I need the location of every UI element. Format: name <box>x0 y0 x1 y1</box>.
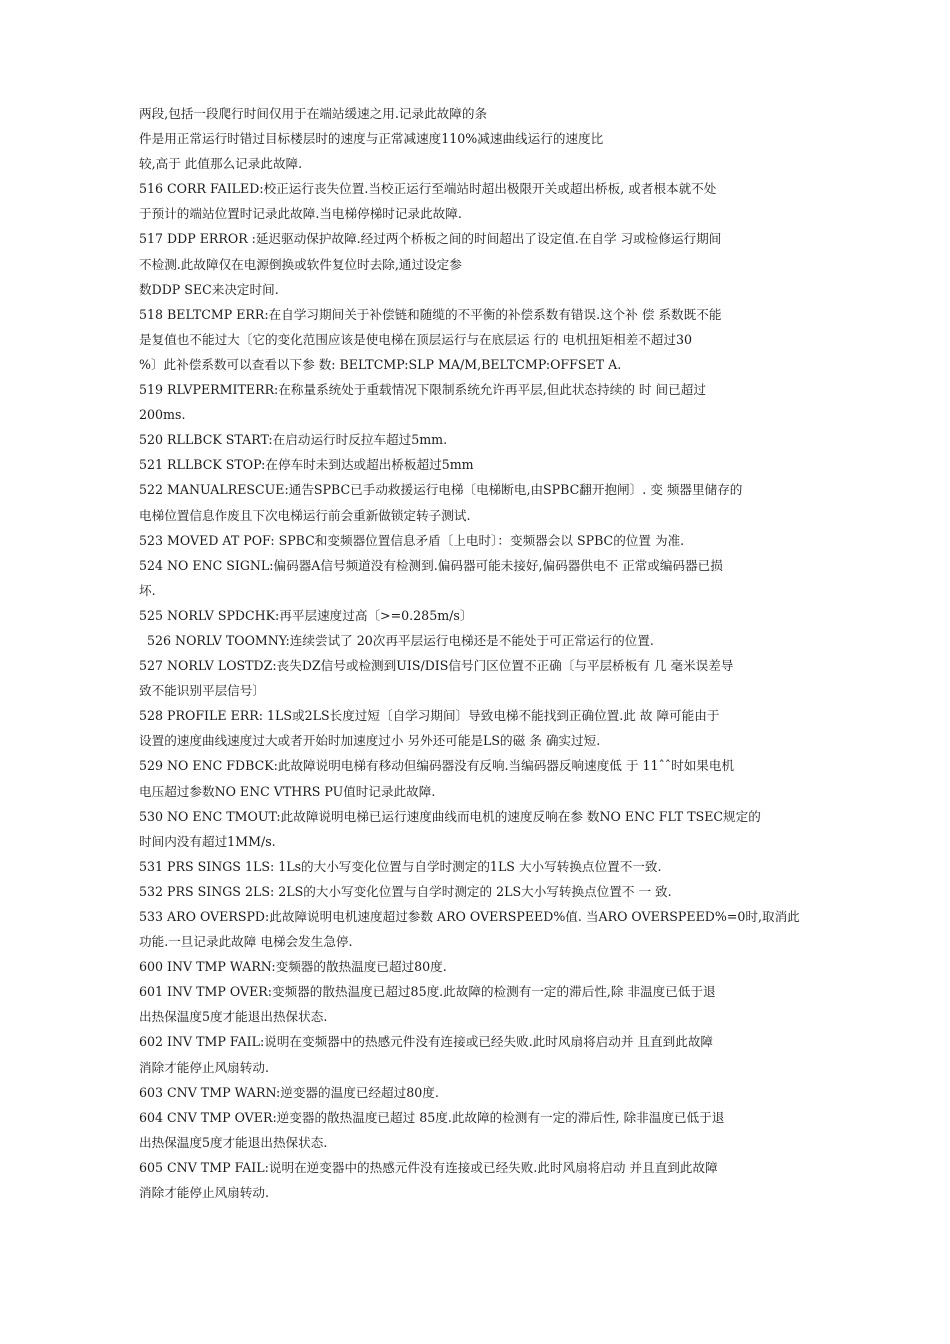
fault-521-line: 521 RLLBCK STOP:在停车时未到达或超出桥板超过5mm <box>139 457 474 473</box>
text-line: 数DDP SEC来决定时间. <box>139 281 279 297</box>
fault-530-line: 530 NO ENC TMOUT:此故障说明电梯已运行速度曲线而电机的速度反响在参 数NO ENC FLT TSEC规定的 <box>139 808 761 824</box>
fault-531-line: 531 PRS SINGS 1LS: 1Ls的大小写变化位置与自学时测定的1LS 大小写转换点位置不一致. <box>139 858 662 874</box>
fault-527-line: 527 NORLV LOSTDZ:丧失DZ信号或检测到UIS/DIS信号门区位置不正确〔与平层桥板有 几 毫米误差导 <box>139 658 734 674</box>
text-line: 200ms. <box>139 407 186 423</box>
fault-525-line: 525 NORLV SPDCHK:再平层速度过高〔>=0.285m/s〕 <box>139 607 473 623</box>
fault-600-line: 600 INV TMP WARN:变频器的散热温度已超过80度. <box>139 959 447 975</box>
text-line: 消除才能停止风扇转动. <box>139 1185 269 1201</box>
text-line: 坏. <box>139 582 156 598</box>
text-line: 设置的速度曲线速度过大或者开始时加速度过小 另外还可能是LS的磁 条 确实过短. <box>139 733 601 749</box>
text-line: 功能.一旦记录此故障 电梯会发生急停. <box>139 934 353 950</box>
text-line: 两段,包括一段爬行时间仅用于在端站缓速之用.记录此故障的条 <box>139 106 488 121</box>
fault-523-line: 523 MOVED AT POF: SPBC和变频器位置信息矛盾〔上电时〕：变频器会以 SPBC的位置 为准. <box>139 532 685 548</box>
text-line: 于预计的端站位置时记录此故障.当电梯停梯时记录此故障. <box>139 206 462 222</box>
fault-519-line: 519 RLVPERMITERR:在称量系统处于重载情况下限制系统允许再平层,但此状态持续的 时 间已超过 <box>139 382 706 398</box>
fault-603-line: 603 CNV TMP WARN:逆变器的温度已经超过80度. <box>139 1084 439 1100</box>
fault-522-line: 522 MANUALRESCUE:通告SPBC已手动救援运行电梯〔电梯断电,由SPBC翻开抱闸〕. 变 频器里储存的 <box>139 482 743 498</box>
text-line: 电梯位置信息作废且下次电梯运行前会重新做锁定转子测试. <box>139 507 471 523</box>
fault-524-line: 524 NO ENC SIGNL:偏码器A信号频道没有检测到.偏码器可能未接好,偏码器供电不 正常或编码器已损 <box>139 557 723 573</box>
text-line: 出热保温度5度才能退出热保状态. <box>139 1134 328 1150</box>
text-line: 时间内没有超过1MM/s. <box>139 833 276 849</box>
fault-517-line: 517 DDP ERROR :延迟驱动保护故障.经过两个桥板之间的时间超出了设定值.在自学 习或检修运行期间 <box>139 231 722 247</box>
fault-529-line: 529 NO ENC FDBCK:此故障说明电梯有移动但编码器没有反响.当编码器反响速度低 于 11ˆˆ时如果电机 <box>139 758 735 774</box>
fault-528-line: 528 PROFILE ERR: 1LS或2LS长度过短〔自学习期间〕导致电梯不能找到正确位置.此 故 障可能由于 <box>139 708 720 724</box>
text-line: 不检测.此故障仅在电源倒换或软件复位时去除,通过设定参 <box>139 256 462 272</box>
fault-605-line: 605 CNV TMP FAIL:说明在逆变器中的热感元件没有连接或已经失败.此时风扇将启动 并且直到此故障 <box>139 1159 718 1175</box>
text-line: 件是用正常运行时错过目标楼层时的速度与正常减速度110%减速曲线运行的速度比 <box>139 131 604 147</box>
text-line: 电压超过参数NO ENC VTHRS PU值时记录此故障. <box>139 783 436 799</box>
fault-602-line: 602 INV TMP FAIL:说明在变频器中的热感元件没有连接或已经失败.此时风扇将启动并 且直到此故障 <box>139 1034 714 1050</box>
fault-601-line: 601 INV TMP OVER:变频器的散热温度已超过85度.此故障的检测有一定的滞后性,除 非温度已低于退 <box>139 984 716 1000</box>
fault-526-line: 526 NORLV TOOMNY:连续尝试了 20次再平层运行电梯还是不能处于可正常运行的位置. <box>139 632 654 648</box>
fault-516-line: 516 CORR FAILED:校正运行丧失位置.当校正运行至端站时超出极限开关或超出桥板, 或者根本就不处 <box>139 181 717 197</box>
fault-518-line: 518 BELTCMP ERR:在自学习期间关于补偿链和随缆的不平衡的补偿系数有错误.这个补 偿 系数既不能 <box>139 306 722 322</box>
fault-532-line: 532 PRS SINGS 2LS: 2LS的大小写变化位置与自学时测定的 2LS大小写转换点位置不 一 致. <box>139 883 672 899</box>
text-line: %〕此补偿系数可以查看以下参 数: BELTCMP:SLP MA/M,BELTCMP:OFFSET A. <box>139 356 622 372</box>
fault-520-line: 520 RLLBCK START:在启动运行时反拉车超过5mm. <box>139 432 448 448</box>
text-line: 是复值也不能过大〔它的变化范围应该是使电梯在顶层运行与在底层运 行的 电机扭矩相差不超过30 <box>139 331 692 347</box>
text-line: 致不能识别平层信号〕 <box>139 683 265 699</box>
document-body <box>139 101 829 1205</box>
text-line: 消除才能停止风扇转动. <box>139 1059 269 1075</box>
fault-533-line: 533 ARO OVERSPD:此故障说明电机速度超过参数 ARO OVERSPEED%值. 当ARO OVERSPEED%=0时,取消此 <box>139 909 800 924</box>
text-line: 较,高于 此值那么记录此故障. <box>139 156 303 172</box>
text-line: 出热保温度5度才能退出热保状态. <box>139 1009 328 1025</box>
fault-604-line: 604 CNV TMP OVER:逆变器的散热温度已超过 85度.此故障的检测有一定的滞后性, 除非温度已低于退 <box>139 1109 725 1125</box>
